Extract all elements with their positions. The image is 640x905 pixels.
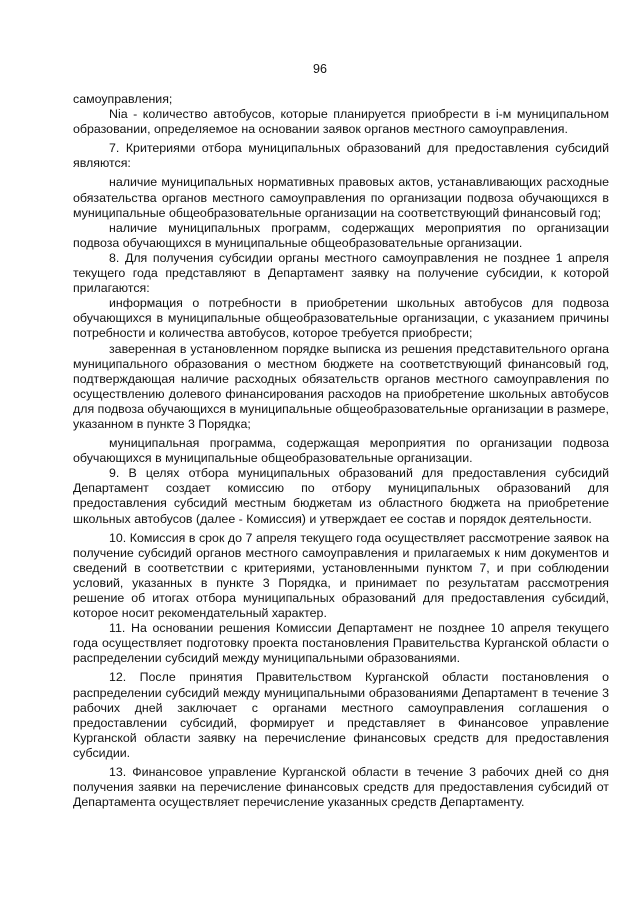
paragraph-7-criterion-acts: наличие муниципальных нормативных правовых актов, устанавливающих расходные обязательства органов местного самоуправления по организации подвоза обучающихся в муниципальные общеобразовательные организации на соответствующий финансовый год; bbox=[73, 175, 609, 220]
paragraph-continuation: самоуправления; bbox=[73, 92, 173, 106]
paragraph-7: 7. Критериями отбора муниципальных образований для предоставления субсидий являются: bbox=[73, 141, 609, 171]
paragraph-nia-definition: Nia - количество автобусов, которые планируется приобрести в i-м муниципальном образовании, определяемое на основании заявок органов местного самоуправления. bbox=[73, 107, 609, 137]
paragraph-9: 9. В целях отбора муниципальных образований для предоставления субсидий Департамент создает комиссию по отбору муниципальных образований для предоставления субсидий местным бюджетам из областного бюджета на приобретение школьных автобусов (далее - Комиссия) и утверждает ее состав и порядок деятельности. bbox=[73, 466, 609, 526]
paragraph-8-item-program: муниципальная программа, содержащая мероприятия по организации подвоза обучающихся в муниципальные общеобразовательные организации. bbox=[73, 436, 609, 466]
paragraph-8-item-information: информация о потребности в приобретении школьных автобусов для подвоза обучающихся в муниципальные общеобразовательные организации, с указанием причины потребности и количества автобусов, которое требуется приобрести; bbox=[73, 296, 609, 341]
paragraph-10: 10. Комиссия в срок до 7 апреля текущего года осуществляет рассмотрение заявок на получение субсидий органов местного самоуправления и прилагаемых к ним документов и сведений в соответствии с критериями, установленными пунктом 7, и при соблюдении условий, указанных в пункте 3 Порядка, и принимает по результатам рассмотрения решение об итогах отбора муниципальных образований для предоставления субсидий, которое носит рекомендательный характер. bbox=[73, 530, 609, 621]
paragraph-13: 13. Финансовое управление Курганской области в течение 3 рабочих дней со дня получения заявки на перечисление финансовых средств для предоставления субсидий от Департамента осуществляет перечисление указанных средств Департаменту. bbox=[73, 765, 609, 810]
document-body bbox=[73, 92, 609, 810]
paragraph-8-item-extract: заверенная в установленном порядке выписка из решения представительного органа муниципального образования о местном бюджете на соответствующий финансовый год, подтверждающая наличие расходных обязательств органов местного самоуправления по осуществлению долевого финансирования расходов на приобретение школьных автобусов для подвоза обучающихся в муниципальные общеобразовательные организации в размере, указанном в пункте 3 Порядка; bbox=[73, 341, 609, 431]
paragraph-8: 8. Для получения субсидии органы местного самоуправления не позднее 1 апреля текущего года представляют в Департамент заявку на получение субсидии, к которой прилагаются: bbox=[73, 250, 609, 296]
paragraph-7-criterion-programs: наличие муниципальных программ, содержащих мероприятия по организации подвоза обучающихся в муниципальные общеобразовательные организации. bbox=[73, 220, 609, 250]
paragraph-11: 11. На основании решения Комиссии Департамент не позднее 10 апреля текущего года осуществляет подготовку проекта постановления Правительства Курганской области о распределении субсидий между муниципальными образованиями. bbox=[73, 621, 609, 666]
paragraph-12: 12. После принятия Правительством Курганской области постановления о распределении субсидий между муниципальными образованиями Департамент в течение 3 рабочих дней заключает с органами местного самоуправления соглашения о предоставлении субсидий, формирует и представляет в Финансовое управление Курганской области заявку на перечисление финансовых средств для предоставления субсидии. bbox=[73, 670, 609, 760]
page-number: 96 bbox=[313, 62, 327, 76]
